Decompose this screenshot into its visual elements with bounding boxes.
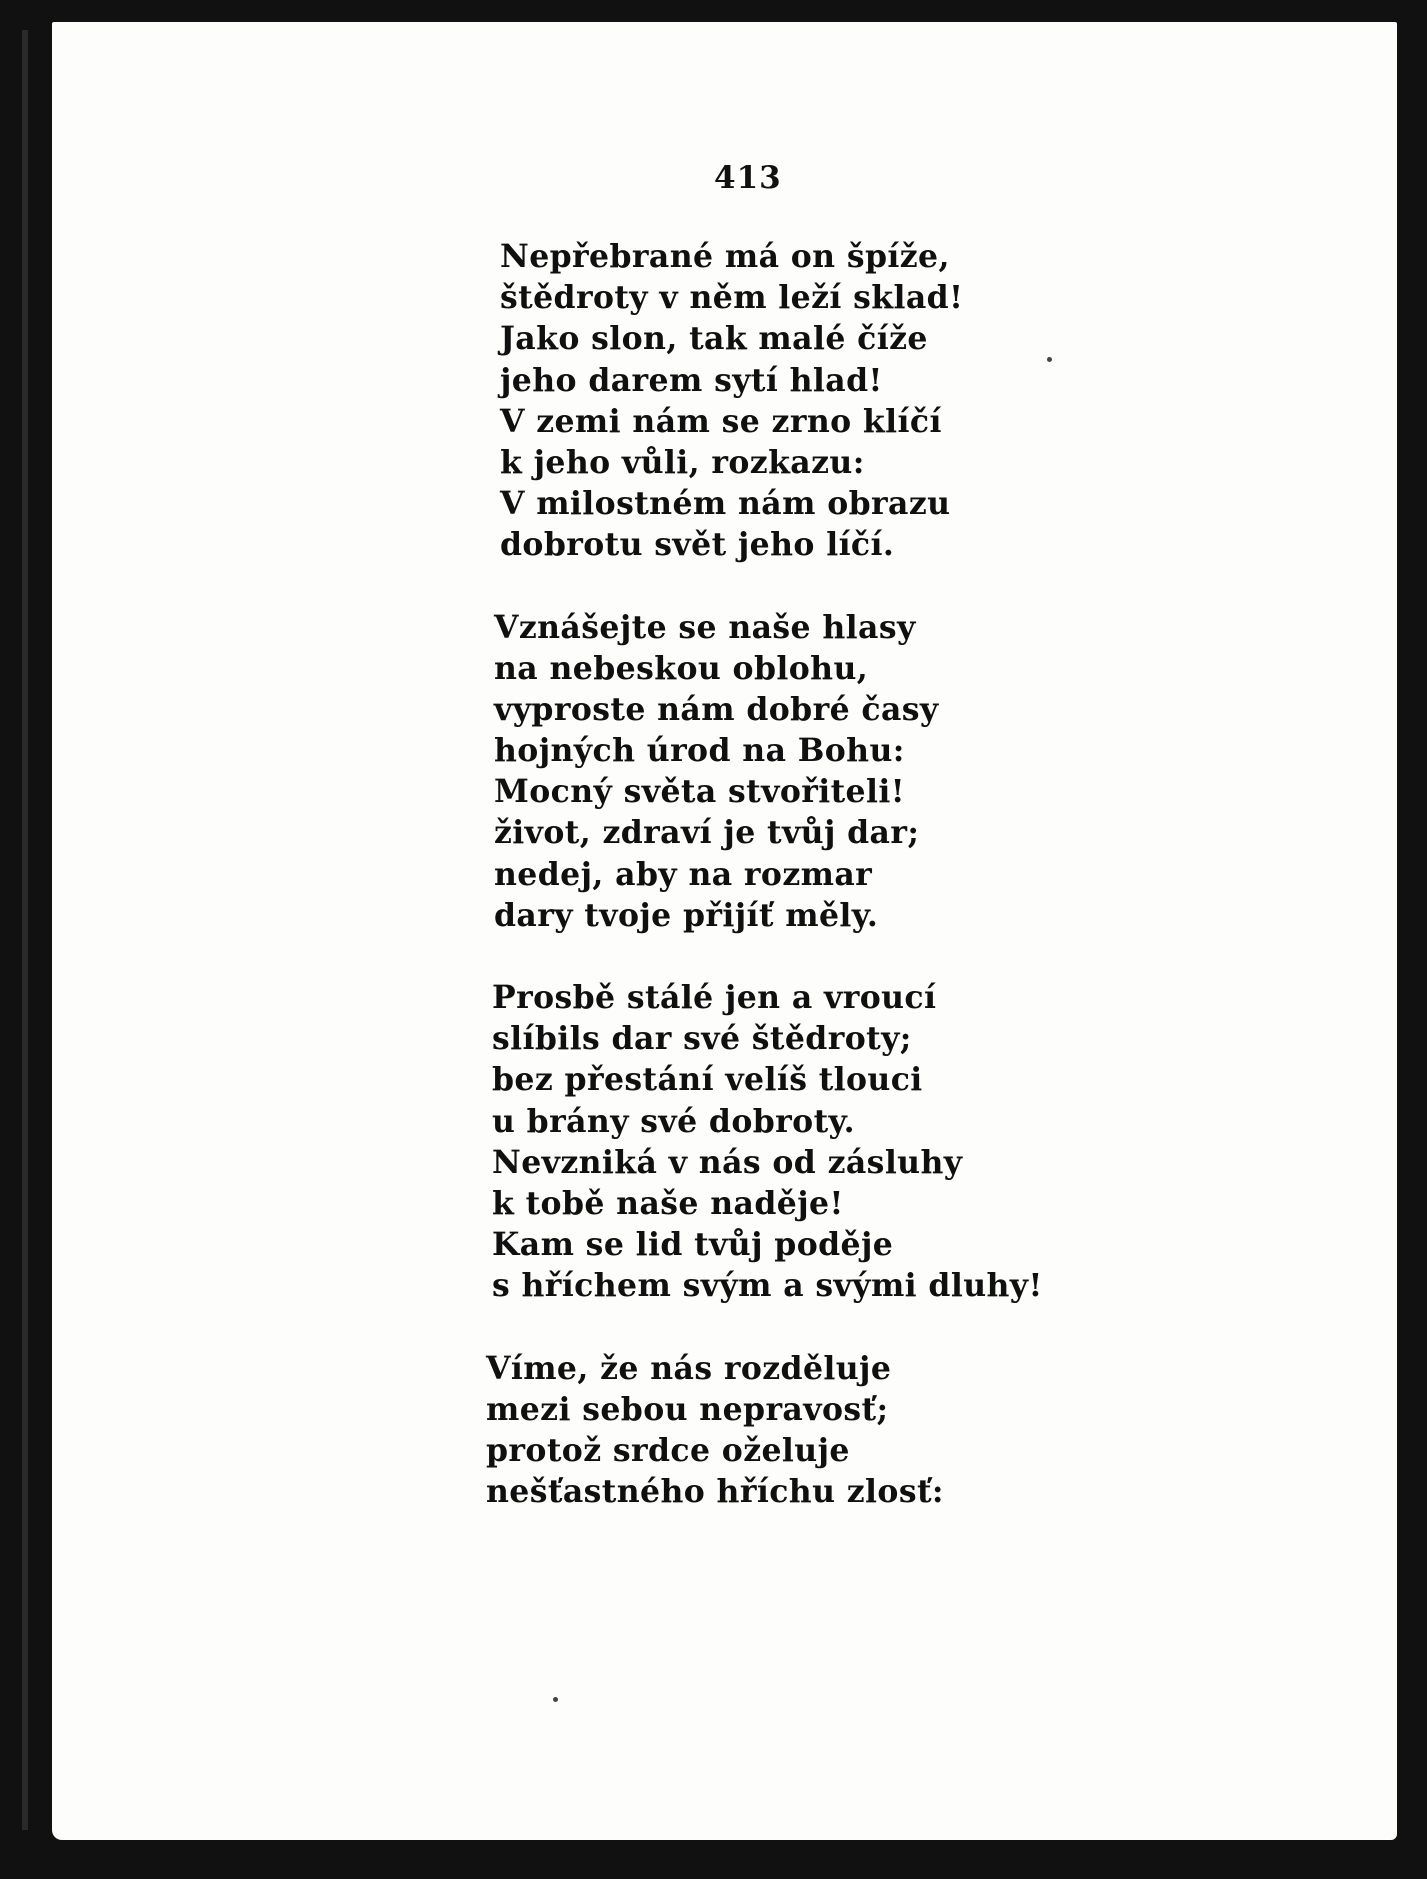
poem-line: dobrotu svět jeho líčí.: [500, 526, 895, 564]
binding-edge: [22, 30, 28, 1830]
poem-line: slíbils dar své štědroty;: [492, 1020, 912, 1058]
stanza-2: [494, 607, 1043, 937]
poem-line: na nebeskou oblohu,: [494, 649, 869, 687]
stanza-3: [492, 977, 1043, 1307]
page-number: 413: [714, 160, 782, 196]
poem-line: Kam se lid tvůj poděje: [492, 1226, 894, 1264]
poem-line: Jako slon, tak malé číže: [500, 320, 928, 358]
poem-line: u brány své dobroty.: [492, 1102, 855, 1140]
poem-line: k jeho vůli, rozkazu:: [500, 443, 865, 481]
poem-line: Prosbě stálé jen a vroucí: [492, 979, 937, 1016]
poem-line: s hříchem svým a svými dluhy!: [492, 1267, 1043, 1305]
poem-line: dary tvoje přijíť měly.: [494, 896, 879, 934]
poem-line: jeho darem sytí hlad!: [500, 361, 883, 399]
poem-line: k tobě naše naděje!: [492, 1184, 844, 1222]
poem: [486, 236, 1043, 1553]
poem-line: V zemi nám se zrno klíčí: [500, 402, 942, 440]
poem-line: V milostném nám obrazu: [500, 485, 951, 523]
poem-line: Víme, že nás rozděluje: [486, 1349, 892, 1387]
poem-line: štědroty v něm leží sklad!: [500, 279, 964, 317]
poem-line: Nepřebrané má on špíže,: [500, 238, 950, 275]
stanza-1: [500, 236, 1043, 566]
poem-line: život, zdraví je tvůj dar;: [494, 814, 920, 852]
poem-line: vyproste nám dobré časy: [494, 690, 939, 728]
poem-line: mezi sebou nepravosť;: [486, 1390, 889, 1428]
paper-speck: [1047, 357, 1052, 362]
poem-line: nešťastného hříchu zlosť:: [486, 1473, 944, 1511]
poem-line: protož srdce oželuje: [486, 1431, 850, 1469]
poem-line: Mocný světa stvořiteli!: [494, 773, 905, 811]
paper-speck: [553, 1697, 558, 1702]
poem-line: Vznášejte se naše hlasy: [494, 608, 916, 646]
poem-line: hojných úrod na Bohu:: [494, 732, 905, 770]
stanza-4: [486, 1348, 1043, 1513]
poem-line: Nevzniká v nás od zásluhy: [492, 1143, 963, 1181]
poem-line: nedej, aby na rozmar: [494, 855, 873, 893]
poem-line: bez přestání velíš tlouci: [492, 1061, 923, 1099]
